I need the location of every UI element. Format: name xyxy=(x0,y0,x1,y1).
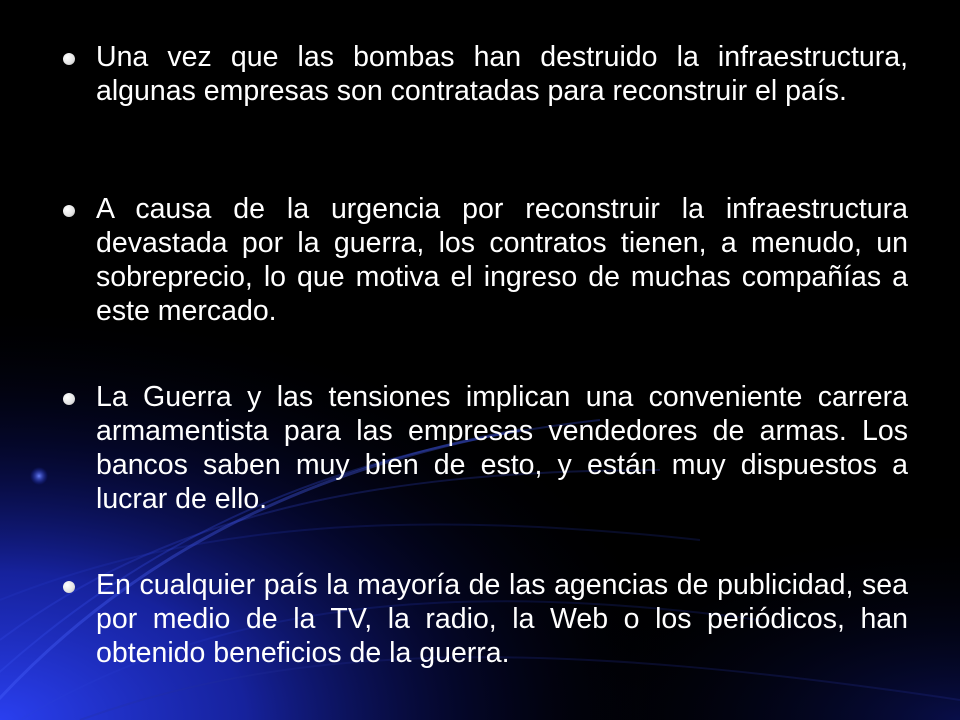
bullet-item-2 xyxy=(96,192,908,328)
bullet-text: La Guerra y las tensiones implican una conveniente carrera armamentista para las empresas vendedores de armas. Los bancos saben muy bien de esto, y están muy dispuestos a lucrar de ello. xyxy=(96,381,908,515)
bullet-text: En cualquier país la mayoría de las agencias de publicidad, sea por medio de la TV, la radio, la Web o los periódicos, han obtenido beneficios de la guerra. xyxy=(96,569,908,669)
bullet-item-4 xyxy=(96,568,908,670)
bullet-text: Una vez que las bombas han destruido la infraestructura, algunas empresas son contratadas para reconstruir el país. xyxy=(96,41,908,107)
bullet-dot-icon xyxy=(63,205,75,217)
bullet-item-3 xyxy=(96,380,908,516)
bullet-dot-icon xyxy=(63,53,75,65)
bullet-text: A causa de la urgencia por reconstruir la infraestructura devastada por la guerra, los contratos tienen, a menudo, un sobreprecio, lo que motiva el ingreso de muchas compañías a este mercado. xyxy=(96,193,908,327)
bullet-dot-icon xyxy=(63,393,75,405)
bullet-item-1 xyxy=(96,40,908,108)
bullet-dot-icon xyxy=(63,581,75,593)
